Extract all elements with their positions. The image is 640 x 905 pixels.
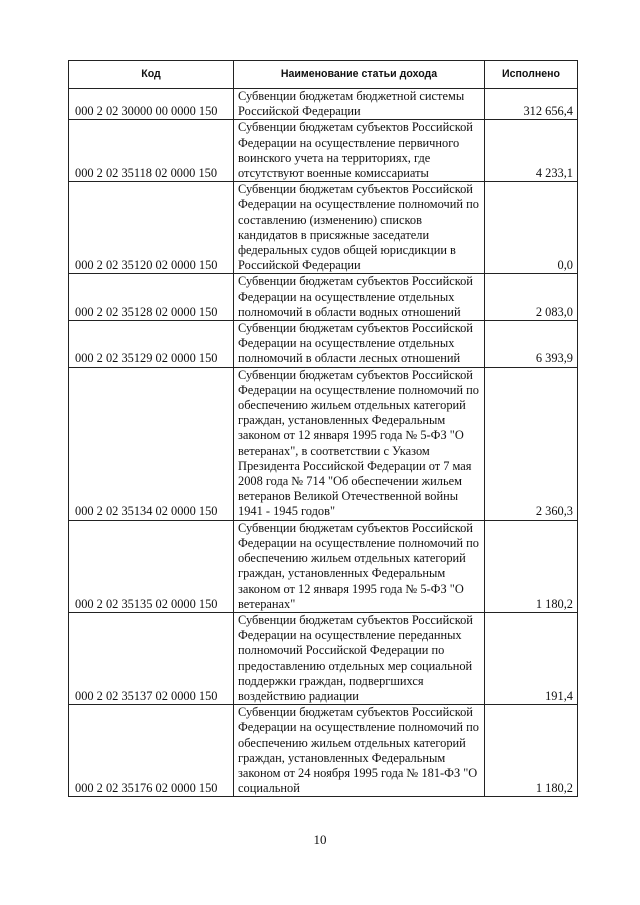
row-amount: 1 180,2 bbox=[485, 520, 578, 612]
row-amount: 2 083,0 bbox=[485, 274, 578, 321]
header-code: Код bbox=[69, 61, 234, 89]
row-name: Субвенции бюджетам субъектов Российской Федерации на осуществление первичного воинского учета на территориях, где отсутствуют военные комиссариаты bbox=[234, 120, 485, 182]
table-row bbox=[69, 274, 578, 321]
table-header-row bbox=[69, 61, 578, 89]
row-code: 000 2 02 35120 02 0000 150 bbox=[69, 182, 234, 274]
row-amount: 191,4 bbox=[485, 612, 578, 704]
header-name: Наименование статьи дохода bbox=[234, 61, 485, 89]
table-row bbox=[69, 182, 578, 274]
row-code: 000 2 02 30000 00 0000 150 bbox=[69, 89, 234, 120]
page-number: 10 bbox=[313, 832, 327, 847]
row-code: 000 2 02 35118 02 0000 150 bbox=[69, 120, 234, 182]
table-row bbox=[69, 367, 578, 520]
row-amount: 4 233,1 bbox=[485, 120, 578, 182]
row-name: Субвенции бюджетам субъектов Российской Федерации на осуществление полномочий по обеспечению жильем отдельных категорий граждан, установленных Федеральным законом от 12 января 1995 года № 5-ФЗ "О ветеранах" bbox=[234, 520, 485, 612]
row-code: 000 2 02 35135 02 0000 150 bbox=[69, 520, 234, 612]
row-code: 000 2 02 35134 02 0000 150 bbox=[69, 367, 234, 520]
row-name: Субвенции бюджетам субъектов Российской Федерации на осуществление отдельных полномочий в области водных отношений bbox=[234, 274, 485, 321]
row-amount: 1 180,2 bbox=[485, 705, 578, 797]
row-amount: 312 656,4 bbox=[485, 89, 578, 120]
row-code: 000 2 02 35137 02 0000 150 bbox=[69, 612, 234, 704]
table-row bbox=[69, 705, 578, 797]
revenue-table bbox=[68, 60, 578, 797]
row-name: Субвенции бюджетам субъектов Российской Федерации на осуществление отдельных полномочий в области лесных отношений bbox=[234, 321, 485, 368]
table-row bbox=[69, 89, 578, 120]
row-amount: 6 393,9 bbox=[485, 321, 578, 368]
header-done: Исполнено bbox=[485, 61, 578, 89]
row-name: Субвенции бюджетам субъектов Российской Федерации на осуществление полномочий по составлению (изменению) списков кандидатов в присяжные заседатели федеральных судов общей юрисдикции в Российской Федерации bbox=[234, 182, 485, 274]
row-name: Субвенции бюджетам субъектов Российской Федерации на осуществление полномочий по обеспечению жильем отдельных категорий граждан, установленных Федеральным законом от 12 января 1995 года № 5-ФЗ "О ветеранах", в соответствии с Указом Президента Российской Федерации от 7 мая 2008 года № 714 "Об обеспечении жильем ветеранов Великой Отечественной войны 1941 - 1945 годов" bbox=[234, 367, 485, 520]
row-name: Субвенции бюджетам субъектов Российской Федерации на осуществление переданных полномочий Российской Федерации по предоставлению отдельных мер социальной поддержки граждан, подвергшихся воздействию радиации bbox=[234, 612, 485, 704]
table-row bbox=[69, 120, 578, 182]
row-code: 000 2 02 35128 02 0000 150 bbox=[69, 274, 234, 321]
row-name: Субвенции бюджетам бюджетной системы Российской Федерации bbox=[234, 89, 485, 120]
row-code: 000 2 02 35176 02 0000 150 bbox=[69, 705, 234, 797]
table-row bbox=[69, 321, 578, 368]
table-row bbox=[69, 612, 578, 704]
row-name: Субвенции бюджетам субъектов Российской Федерации на осуществление полномочий по обеспечению жильем отдельных категорий граждан, установленных Федеральным законом от 24 ноября 1995 года № 181-ФЗ "О социальной bbox=[234, 705, 485, 797]
row-code: 000 2 02 35129 02 0000 150 bbox=[69, 321, 234, 368]
table-row bbox=[69, 520, 578, 612]
row-amount: 0,0 bbox=[485, 182, 578, 274]
row-amount: 2 360,3 bbox=[485, 367, 578, 520]
